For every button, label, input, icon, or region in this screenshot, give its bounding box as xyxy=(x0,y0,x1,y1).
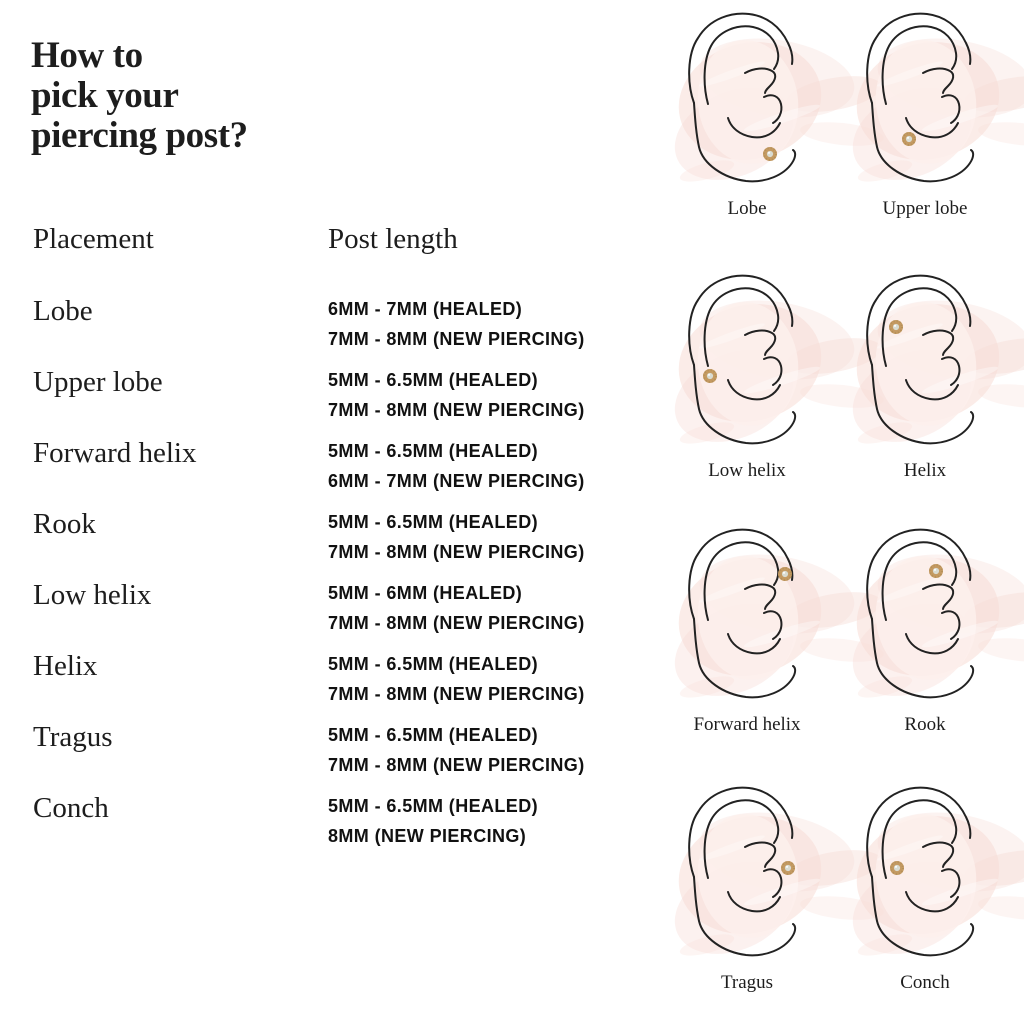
ear-diagram-label: Low helix xyxy=(708,460,786,481)
ear-diagram xyxy=(650,780,850,1024)
stud-earring xyxy=(781,861,795,875)
post-length-new-piercing: 7MM - 8MM (NEW PIERCING) xyxy=(328,400,585,420)
post-length-new-piercing: 7MM - 8MM (NEW PIERCING) xyxy=(328,542,585,562)
post-length-healed: 5MM - 6.5MM (HEALED) xyxy=(328,725,538,745)
watercolor-wash xyxy=(838,289,1024,459)
ear-diagram-label: Forward helix xyxy=(693,714,801,735)
column-header-placement: Placement xyxy=(33,223,154,255)
stud-earring xyxy=(890,861,904,875)
ear-diagram-label: Conch xyxy=(900,972,950,993)
ear-illustration xyxy=(840,268,1024,488)
stud-earring xyxy=(929,564,943,578)
ear-illustration xyxy=(840,6,1024,226)
ear-illustration xyxy=(662,780,862,1000)
placement-label: Helix xyxy=(33,650,98,682)
ear-diagram xyxy=(650,268,850,526)
post-length-healed: 5MM - 6MM (HEALED) xyxy=(328,583,523,603)
ear-illustration xyxy=(840,780,1024,1000)
stud-earring xyxy=(703,369,717,383)
ear-diagram xyxy=(840,268,1024,526)
post-length-new-piercing: 7MM - 8MM (NEW PIERCING) xyxy=(328,755,585,775)
ear-illustration xyxy=(662,268,862,488)
ear-diagram-label: Lobe xyxy=(727,198,767,219)
ear-diagram-label: Rook xyxy=(904,714,946,735)
post-length-healed: 5MM - 6.5MM (HEALED) xyxy=(328,512,538,532)
post-length-healed: 5MM - 6.5MM (HEALED) xyxy=(328,654,538,674)
post-length-new-piercing: 7MM - 8MM (NEW PIERCING) xyxy=(328,329,585,349)
ear-diagram xyxy=(650,522,850,780)
stud-earring xyxy=(902,132,916,146)
post-length-new-piercing: 7MM - 8MM (NEW PIERCING) xyxy=(328,613,585,633)
post-length-new-piercing: 7MM - 8MM (NEW PIERCING) xyxy=(328,684,585,704)
placement-label: Tragus xyxy=(33,721,113,753)
stud-earring xyxy=(778,567,792,581)
page-title-line: How to xyxy=(31,35,143,76)
ear-diagram xyxy=(840,6,1024,264)
post-length-healed: 5MM - 6.5MM (HEALED) xyxy=(328,796,538,816)
watercolor-wash xyxy=(838,27,1024,197)
ear-diagram xyxy=(840,522,1024,780)
page-title-line: pick your xyxy=(31,75,179,116)
ear-diagram xyxy=(650,6,850,264)
ear-diagram-label: Upper lobe xyxy=(882,198,968,219)
ear-diagram-label: Tragus xyxy=(720,972,774,993)
placement-label: Upper lobe xyxy=(33,366,163,398)
placement-label: Forward helix xyxy=(33,437,197,469)
ear-illustration xyxy=(662,6,862,226)
post-length-healed: 6MM - 7MM (HEALED) xyxy=(328,299,523,319)
stud-earring xyxy=(763,147,777,161)
post-length-new-piercing: 6MM - 7MM (NEW PIERCING) xyxy=(328,471,585,491)
placement-label: Rook xyxy=(33,508,96,540)
column-header-post-length: Post length xyxy=(328,223,458,255)
post-length-healed: 5MM - 6.5MM (HEALED) xyxy=(328,370,538,390)
ear-illustration xyxy=(840,522,1024,742)
post-length-healed: 5MM - 6.5MM (HEALED) xyxy=(328,441,538,461)
page-title-line: piercing post? xyxy=(31,115,248,156)
watercolor-wash xyxy=(838,801,1024,971)
post-length-new-piercing: 8MM (NEW PIERCING) xyxy=(328,826,527,846)
ear-diagram xyxy=(840,780,1024,1024)
ear-illustration xyxy=(662,522,862,742)
placement-label: Lobe xyxy=(33,295,93,327)
stud-earring xyxy=(889,320,903,334)
placement-label: Conch xyxy=(33,792,109,824)
placement-label: Low helix xyxy=(33,579,152,611)
ear-diagram-label: Helix xyxy=(903,460,947,481)
